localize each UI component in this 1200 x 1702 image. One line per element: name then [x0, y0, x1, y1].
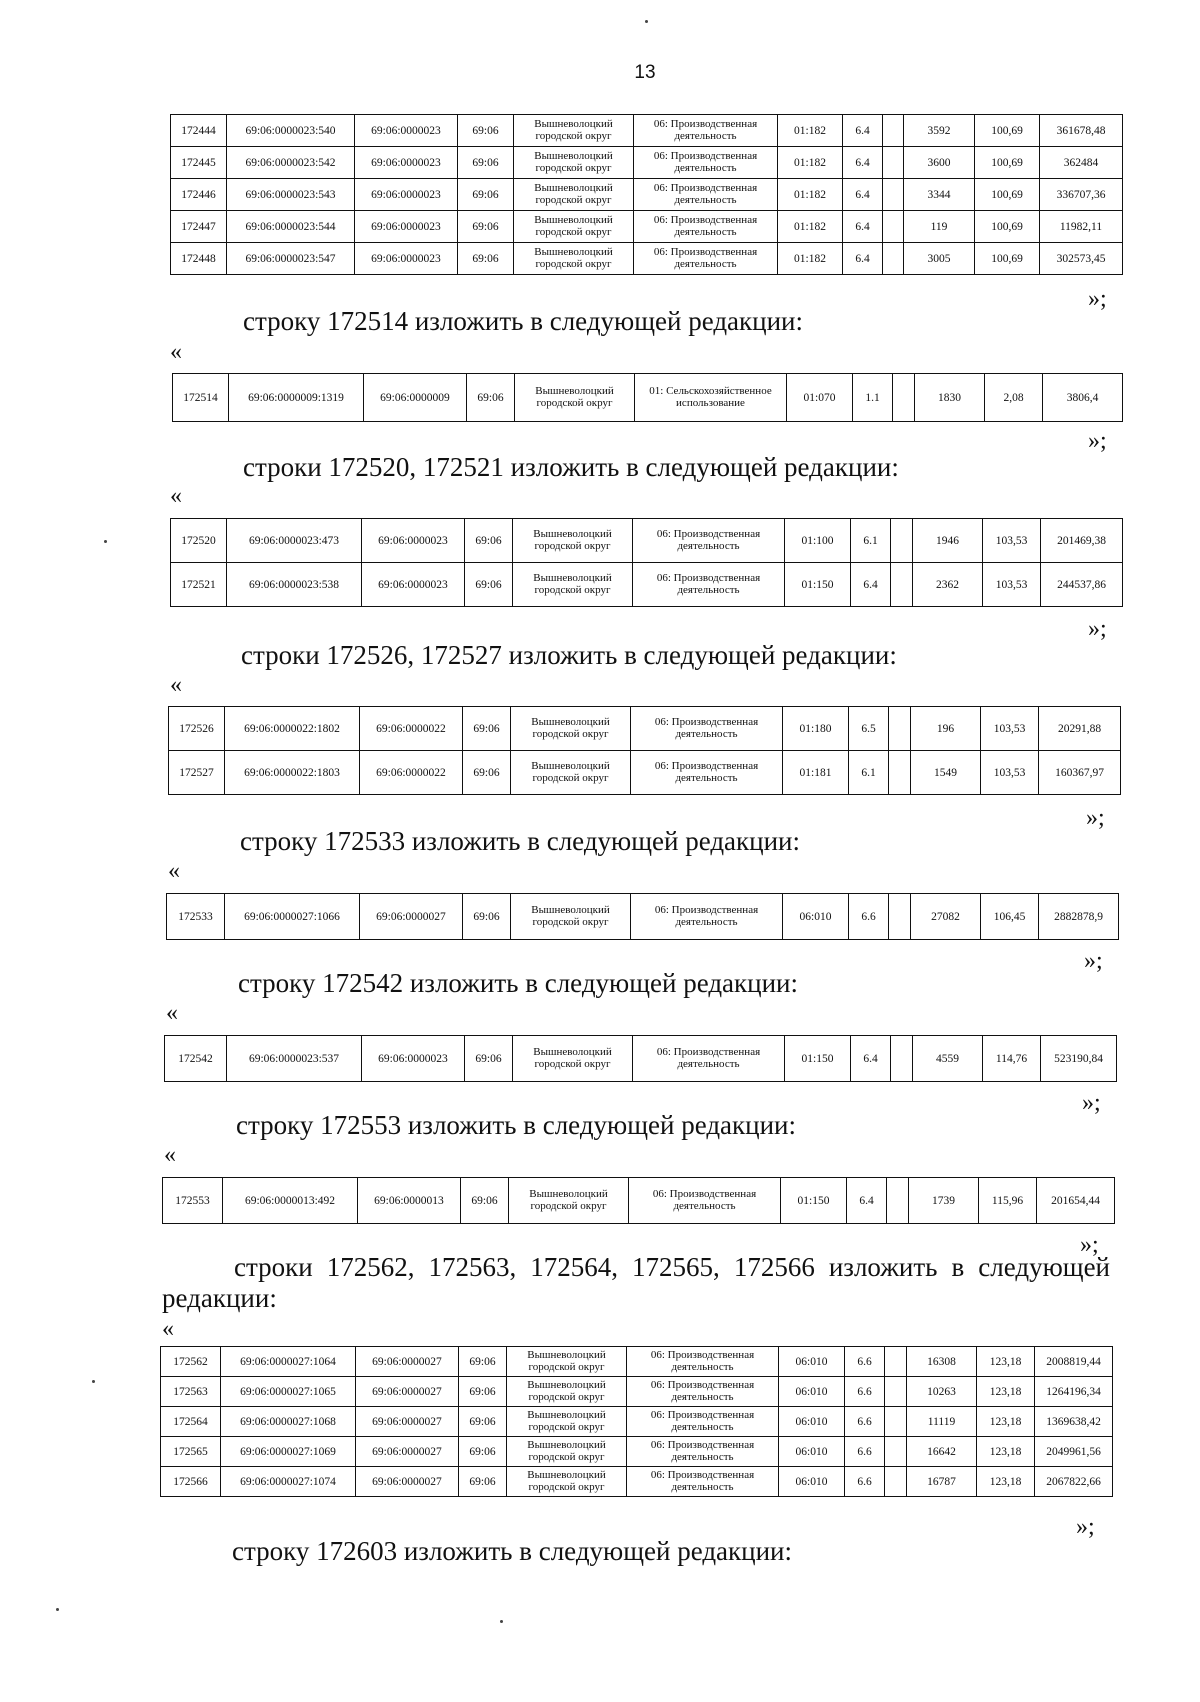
land-use-group-cell: 06: Производственная деятельность — [631, 894, 783, 940]
municipality-cell: Вышневолоцкий городской округ — [511, 707, 631, 751]
cadastral-value-cell: 11982,11 — [1040, 211, 1123, 243]
cadastral-value-cell: 2882878,9 — [1039, 894, 1119, 940]
empty-cell — [891, 563, 913, 607]
code-cell: 6.6 — [845, 1347, 885, 1377]
empty-cell — [885, 1437, 907, 1467]
land-use-group-cell: 06: Производственная деятельность — [634, 115, 778, 147]
empty-cell — [883, 147, 904, 179]
close-quote: »; — [1084, 948, 1103, 974]
row-number-cell: 172526 — [169, 707, 225, 751]
cadastral-number-cell: 69:06:0000023:473 — [227, 519, 362, 563]
heading-172533: строку 172533 изложить в следующей редакции: — [240, 826, 801, 856]
activity-code-cell: 01:182 — [778, 147, 843, 179]
code-cell: 6.4 — [843, 211, 883, 243]
open-quote: « — [162, 1316, 174, 1342]
cadastral-value-cell: 302573,45 — [1040, 243, 1123, 275]
specific-value-cell: 2,08 — [985, 374, 1043, 422]
empty-cell — [883, 211, 904, 243]
district-code-cell: 69:06 — [463, 707, 511, 751]
scan-speck — [92, 1380, 95, 1383]
land-use-group-cell: 06: Производственная деятельность — [629, 1178, 781, 1224]
open-quote: « — [170, 339, 182, 365]
cadastral-number-cell: 69:06:0000013:492 — [223, 1178, 358, 1224]
cadastral-number-cell: 69:06:0000023:542 — [227, 147, 355, 179]
row-number-cell: 172521 — [171, 563, 227, 607]
specific-value-cell: 100,69 — [975, 243, 1040, 275]
cadastral-number-cell: 69:06:0000023:543 — [227, 179, 355, 211]
specific-value-cell: 123,18 — [977, 1407, 1035, 1437]
district-code-cell: 69:06 — [458, 211, 514, 243]
cadastral-quarter-cell: 69:06:0000022 — [360, 707, 463, 751]
land-use-group-cell: 06: Производственная деятельность — [627, 1467, 779, 1497]
activity-code-cell: 06:010 — [783, 894, 849, 940]
open-quote: « — [168, 858, 180, 884]
close-quote: »; — [1088, 428, 1107, 454]
cadastral-number-cell: 69:06:0000009:1319 — [229, 374, 364, 422]
cadastral-number-cell: 69:06:0000023:538 — [227, 563, 362, 607]
code-cell: 6.1 — [851, 519, 891, 563]
empty-cell — [891, 1036, 913, 1082]
area-cell: 11119 — [907, 1407, 977, 1437]
district-code-cell: 69:06 — [458, 147, 514, 179]
district-code-cell: 69:06 — [459, 1377, 507, 1407]
cadastral-number-cell: 69:06:0000023:540 — [227, 115, 355, 147]
cadastral-number-cell: 69:06:0000022:1803 — [225, 751, 360, 795]
district-code-cell: 69:06 — [465, 519, 513, 563]
district-code-cell: 69:06 — [465, 1036, 513, 1082]
scan-speck — [56, 1608, 59, 1611]
empty-cell — [883, 115, 904, 147]
district-code-cell: 69:06 — [463, 894, 511, 940]
municipality-cell: Вышневолоцкий городской округ — [507, 1377, 627, 1407]
district-code-cell: 69:06 — [459, 1407, 507, 1437]
municipality-cell: Вышневолоцкий городской округ — [507, 1467, 627, 1497]
district-code-cell: 69:06 — [459, 1437, 507, 1467]
empty-cell — [889, 707, 911, 751]
land-use-group-cell: 06: Производственная деятельность — [627, 1437, 779, 1467]
code-cell: 6.4 — [843, 179, 883, 211]
specific-value-cell: 106,45 — [981, 894, 1039, 940]
municipality-cell: Вышневолоцкий городской округ — [511, 751, 631, 795]
table-row — [171, 179, 1123, 211]
district-code-cell: 69:06 — [467, 374, 515, 422]
row-number-cell: 172563 — [161, 1377, 221, 1407]
heading-172553: строку 172553 изложить в следующей редакции: — [236, 1110, 797, 1140]
cadastral-number-cell: 69:06:0000023:537 — [227, 1036, 362, 1082]
area-cell: 3344 — [904, 179, 975, 211]
close-quote: »; — [1082, 1090, 1101, 1116]
land-use-group-cell: 06: Производственная деятельность — [631, 751, 783, 795]
code-cell: 6.5 — [849, 707, 889, 751]
area-cell: 10263 — [907, 1377, 977, 1407]
area-cell: 27082 — [911, 894, 981, 940]
land-use-group-cell: 06: Производственная деятельность — [633, 1036, 785, 1082]
empty-cell — [891, 519, 913, 563]
table-row — [171, 519, 1123, 563]
row-number-cell: 172448 — [171, 243, 227, 275]
close-quote: »; — [1086, 805, 1105, 831]
scan-speck — [645, 20, 648, 23]
land-use-group-cell: 06: Производственная деятельность — [634, 147, 778, 179]
specific-value-cell: 103,53 — [981, 751, 1039, 795]
specific-value-cell: 123,18 — [977, 1467, 1035, 1497]
cadastral-quarter-cell: 69:06:0000023 — [362, 1036, 465, 1082]
municipality-cell: Вышневолоцкий городской округ — [514, 115, 634, 147]
activity-code-cell: 06:010 — [779, 1437, 845, 1467]
cadastral-quarter-cell: 69:06:0000027 — [360, 894, 463, 940]
area-cell: 16642 — [907, 1437, 977, 1467]
cadastral-value-cell: 336707,36 — [1040, 179, 1123, 211]
table-row — [169, 707, 1121, 751]
area-cell: 2362 — [913, 563, 983, 607]
close-quote: »; — [1076, 1514, 1095, 1540]
row-number-cell: 172566 — [161, 1467, 221, 1497]
code-cell: 6.6 — [845, 1467, 885, 1497]
empty-cell — [883, 179, 904, 211]
cadastral-number-cell: 69:06:0000027:1064 — [221, 1347, 356, 1377]
cadastral-value-cell: 362484 — [1040, 147, 1123, 179]
row-number-cell: 172565 — [161, 1437, 221, 1467]
specific-value-cell: 100,69 — [975, 147, 1040, 179]
activity-code-cell: 01:182 — [778, 115, 843, 147]
heading-172526: строки 172526, 172527 изложить в следующей редакции: — [241, 640, 897, 670]
heading-line-2: редакции: — [162, 1283, 277, 1313]
area-cell: 1946 — [913, 519, 983, 563]
cadastral-value-cell: 2008819,44 — [1035, 1347, 1113, 1377]
specific-value-cell: 103,53 — [981, 707, 1039, 751]
area-cell: 196 — [911, 707, 981, 751]
row-number-cell: 172446 — [171, 179, 227, 211]
table-row — [161, 1407, 1113, 1437]
land-use-group-cell: 06: Производственная деятельность — [627, 1407, 779, 1437]
district-code-cell: 69:06 — [465, 563, 513, 607]
specific-value-cell: 114,76 — [983, 1036, 1041, 1082]
row-number-cell: 172542 — [165, 1036, 227, 1082]
heading-line-1: строки 172562, 172563, 172564, 172565, 172566 изложить в следующей — [234, 1252, 1110, 1282]
table-172520 — [170, 518, 1123, 607]
row-number-cell: 172533 — [167, 894, 225, 940]
area-cell: 3592 — [904, 115, 975, 147]
activity-code-cell: 01:100 — [785, 519, 851, 563]
row-number-cell: 172562 — [161, 1347, 221, 1377]
activity-code-cell: 06:010 — [779, 1467, 845, 1497]
activity-code-cell: 01:150 — [785, 1036, 851, 1082]
cadastral-quarter-cell: 69:06:0000023 — [362, 519, 465, 563]
table-row — [169, 751, 1121, 795]
heading-172603: строку 172603 изложить в следующей редакции: — [232, 1536, 793, 1566]
empty-cell — [893, 374, 915, 422]
table-row — [161, 1467, 1113, 1497]
row-number-cell: 172527 — [169, 751, 225, 795]
municipality-cell: Вышневолоцкий городской округ — [507, 1407, 627, 1437]
cadastral-value-cell: 3806,4 — [1043, 374, 1123, 422]
specific-value-cell: 115,96 — [979, 1178, 1037, 1224]
table-172553 — [162, 1177, 1115, 1224]
table-row — [163, 1178, 1115, 1224]
land-use-group-cell: 06: Производственная деятельность — [634, 179, 778, 211]
area-cell: 3005 — [904, 243, 975, 275]
activity-code-cell: 06:010 — [779, 1377, 845, 1407]
area-cell: 16308 — [907, 1347, 977, 1377]
open-quote: « — [170, 672, 182, 698]
cadastral-value-cell: 361678,48 — [1040, 115, 1123, 147]
specific-value-cell: 123,18 — [977, 1377, 1035, 1407]
land-use-group-cell: 06: Производственная деятельность — [633, 563, 785, 607]
municipality-cell: Вышневолоцкий городской округ — [513, 563, 633, 607]
code-cell: 6.1 — [849, 751, 889, 795]
activity-code-cell: 06:010 — [779, 1347, 845, 1377]
area-cell: 3600 — [904, 147, 975, 179]
district-code-cell: 69:06 — [458, 115, 514, 147]
cadastral-number-cell: 69:06:0000023:547 — [227, 243, 355, 275]
table-row — [165, 1036, 1117, 1082]
close-quote: »; — [1080, 1232, 1099, 1258]
code-cell: 6.4 — [843, 147, 883, 179]
specific-value-cell: 123,18 — [977, 1347, 1035, 1377]
table-row — [171, 147, 1123, 179]
table-row — [171, 243, 1123, 275]
municipality-cell: Вышневолоцкий городской округ — [507, 1347, 627, 1377]
specific-value-cell: 103,53 — [983, 563, 1041, 607]
activity-code-cell: 01:181 — [783, 751, 849, 795]
area-cell: 1739 — [909, 1178, 979, 1224]
empty-cell — [889, 894, 911, 940]
table-row — [171, 115, 1123, 147]
specific-value-cell: 103,53 — [983, 519, 1041, 563]
district-code-cell: 69:06 — [459, 1347, 507, 1377]
row-number-cell: 172514 — [173, 374, 229, 422]
district-code-cell: 69:06 — [458, 243, 514, 275]
scan-speck — [500, 1620, 503, 1623]
row-number-cell: 172445 — [171, 147, 227, 179]
row-number-cell: 172520 — [171, 519, 227, 563]
table-172542 — [164, 1035, 1117, 1082]
cadastral-quarter-cell: 69:06:0000023 — [355, 147, 458, 179]
code-cell: 1.1 — [853, 374, 893, 422]
cadastral-quarter-cell: 69:06:0000023 — [355, 179, 458, 211]
row-number-cell: 172553 — [163, 1178, 223, 1224]
cadastral-value-cell: 1369638,42 — [1035, 1407, 1113, 1437]
municipality-cell: Вышневолоцкий городской округ — [507, 1437, 627, 1467]
cadastral-value-cell: 2049961,56 — [1035, 1437, 1113, 1467]
page-number: 13 — [634, 62, 656, 83]
scan-speck — [104, 540, 107, 543]
land-use-group-cell: 06: Производственная деятельность — [627, 1347, 779, 1377]
code-cell: 6.4 — [847, 1178, 887, 1224]
district-code-cell: 69:06 — [458, 179, 514, 211]
municipality-cell: Вышневолоцкий городской округ — [514, 211, 634, 243]
land-use-group-cell: 01: Сельскохозяйственное использование — [635, 374, 787, 422]
table-172533 — [166, 893, 1119, 940]
cadastral-quarter-cell: 69:06:0000027 — [356, 1377, 459, 1407]
code-cell: 6.4 — [851, 1036, 891, 1082]
cadastral-value-cell: 2067822,66 — [1035, 1467, 1113, 1497]
activity-code-cell: 01:182 — [778, 211, 843, 243]
open-quote: « — [170, 483, 182, 509]
cadastral-quarter-cell: 69:06:0000027 — [356, 1467, 459, 1497]
municipality-cell: Вышневолоцкий городской округ — [513, 1036, 633, 1082]
activity-code-cell: 01:150 — [781, 1178, 847, 1224]
cadastral-value-cell: 244537,86 — [1041, 563, 1123, 607]
heading-172520: строки 172520, 172521 изложить в следующей редакции: — [243, 452, 899, 482]
district-code-cell: 69:06 — [459, 1467, 507, 1497]
activity-code-cell: 01:180 — [783, 707, 849, 751]
land-use-group-cell: 06: Производственная деятельность — [631, 707, 783, 751]
code-cell: 6.6 — [845, 1407, 885, 1437]
open-quote: « — [164, 1142, 176, 1168]
cadastral-quarter-cell: 69:06:0000027 — [356, 1347, 459, 1377]
heading-172514: строку 172514 изложить в следующей редакции: — [243, 306, 804, 336]
district-code-cell: 69:06 — [463, 751, 511, 795]
empty-cell — [885, 1377, 907, 1407]
code-cell: 6.4 — [843, 115, 883, 147]
cadastral-value-cell: 201654,44 — [1037, 1178, 1115, 1224]
empty-cell — [889, 751, 911, 795]
cadastral-value-cell: 20291,88 — [1039, 707, 1121, 751]
specific-value-cell: 100,69 — [975, 211, 1040, 243]
cadastral-quarter-cell: 69:06:0000023 — [355, 243, 458, 275]
municipality-cell: Вышневолоцкий городской округ — [514, 243, 634, 275]
table-172514 — [172, 373, 1123, 422]
close-quote: »; — [1088, 616, 1107, 642]
table-row — [171, 211, 1123, 243]
specific-value-cell: 100,69 — [975, 179, 1040, 211]
area-cell: 119 — [904, 211, 975, 243]
area-cell: 4559 — [913, 1036, 983, 1082]
table-row — [167, 894, 1119, 940]
municipality-cell: Вышневолоцкий городской округ — [514, 179, 634, 211]
row-number-cell: 172444 — [171, 115, 227, 147]
area-cell: 1549 — [911, 751, 981, 795]
empty-cell — [887, 1178, 909, 1224]
cadastral-quarter-cell: 69:06:0000027 — [356, 1407, 459, 1437]
cadastral-number-cell: 69:06:0000027:1068 — [221, 1407, 356, 1437]
municipality-cell: Вышневолоцкий городской округ — [514, 147, 634, 179]
empty-cell — [885, 1407, 907, 1437]
table-row — [161, 1377, 1113, 1407]
close-quote: »; — [1088, 286, 1107, 312]
cadastral-number-cell: 69:06:0000027:1069 — [221, 1437, 356, 1467]
activity-code-cell: 01:182 — [778, 243, 843, 275]
heading-172562 — [162, 1252, 1110, 1314]
land-use-group-cell: 06: Производственная деятельность — [634, 211, 778, 243]
cadastral-quarter-cell: 69:06:0000022 — [360, 751, 463, 795]
cadastral-quarter-cell: 69:06:0000027 — [356, 1437, 459, 1467]
table-row — [173, 374, 1123, 422]
municipality-cell: Вышневолоцкий городской округ — [511, 894, 631, 940]
cadastral-number-cell: 69:06:0000022:1802 — [225, 707, 360, 751]
district-code-cell: 69:06 — [461, 1178, 509, 1224]
cadastral-number-cell: 69:06:0000027:1066 — [225, 894, 360, 940]
cadastral-value-cell: 160367,97 — [1039, 751, 1121, 795]
cadastral-quarter-cell: 69:06:0000009 — [364, 374, 467, 422]
empty-cell — [885, 1467, 907, 1497]
cadastral-number-cell: 69:06:0000023:544 — [227, 211, 355, 243]
cadastral-value-cell: 201469,38 — [1041, 519, 1123, 563]
table-row — [161, 1437, 1113, 1467]
table-172562 — [160, 1346, 1113, 1497]
empty-cell — [885, 1347, 907, 1377]
code-cell: 6.4 — [843, 243, 883, 275]
specific-value-cell: 100,69 — [975, 115, 1040, 147]
code-cell: 6.6 — [849, 894, 889, 940]
municipality-cell: Вышневолоцкий городской округ — [513, 519, 633, 563]
empty-cell — [883, 243, 904, 275]
cadastral-value-cell: 523190,84 — [1041, 1036, 1117, 1082]
table-row — [161, 1347, 1113, 1377]
land-use-group-cell: 06: Производственная деятельность — [633, 519, 785, 563]
activity-code-cell: 01:150 — [785, 563, 851, 607]
activity-code-cell: 01:070 — [787, 374, 853, 422]
area-cell: 1830 — [915, 374, 985, 422]
table-1 — [170, 114, 1123, 275]
specific-value-cell: 123,18 — [977, 1437, 1035, 1467]
cadastral-number-cell: 69:06:0000027:1074 — [221, 1467, 356, 1497]
cadastral-value-cell: 1264196,34 — [1035, 1377, 1113, 1407]
table-172526 — [168, 706, 1121, 795]
cadastral-number-cell: 69:06:0000027:1065 — [221, 1377, 356, 1407]
cadastral-quarter-cell: 69:06:0000023 — [355, 211, 458, 243]
heading-172542: строку 172542 изложить в следующей редакции: — [238, 968, 799, 998]
land-use-group-cell: 06: Производственная деятельность — [627, 1377, 779, 1407]
area-cell: 16787 — [907, 1467, 977, 1497]
code-cell: 6.6 — [845, 1377, 885, 1407]
activity-code-cell: 06:010 — [779, 1407, 845, 1437]
cadastral-quarter-cell: 69:06:0000013 — [358, 1178, 461, 1224]
code-cell: 6.6 — [845, 1437, 885, 1467]
table-row — [171, 563, 1123, 607]
row-number-cell: 172564 — [161, 1407, 221, 1437]
municipality-cell: Вышневолоцкий городской округ — [509, 1178, 629, 1224]
municipality-cell: Вышневолоцкий городской округ — [515, 374, 635, 422]
land-use-group-cell: 06: Производственная деятельность — [634, 243, 778, 275]
cadastral-quarter-cell: 69:06:0000023 — [355, 115, 458, 147]
row-number-cell: 172447 — [171, 211, 227, 243]
open-quote: « — [166, 1000, 178, 1026]
cadastral-quarter-cell: 69:06:0000023 — [362, 563, 465, 607]
activity-code-cell: 01:182 — [778, 179, 843, 211]
code-cell: 6.4 — [851, 563, 891, 607]
